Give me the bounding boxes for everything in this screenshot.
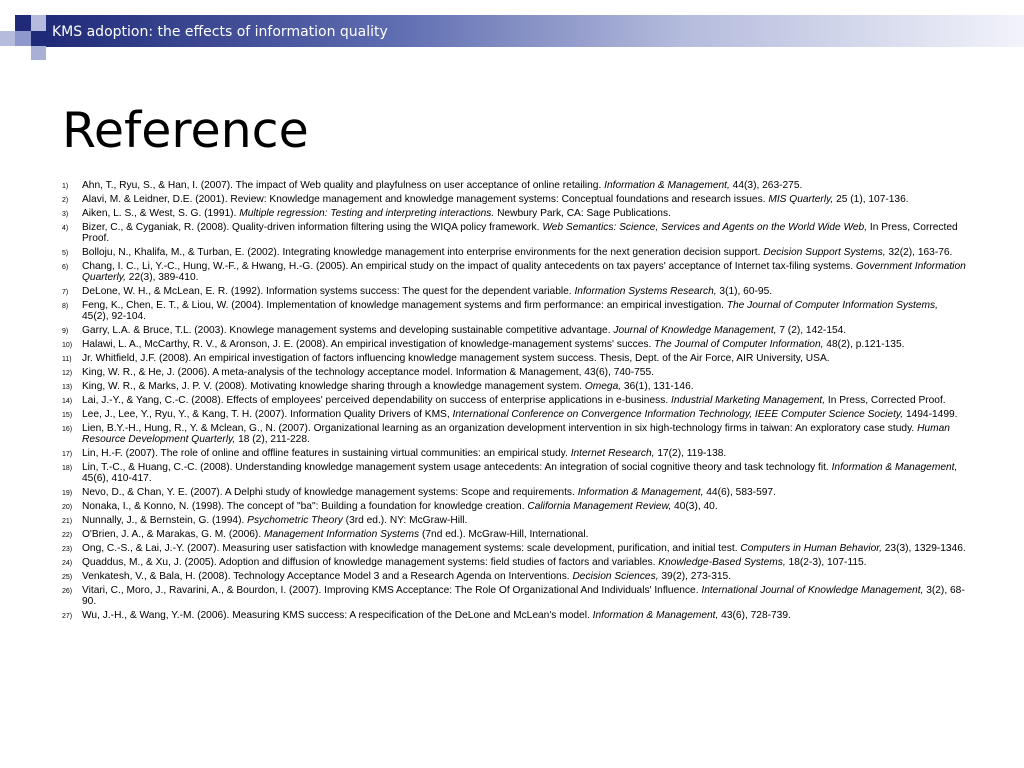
reference-details: In Press, Corrected Proof. [82,222,958,244]
reference-number: 2) [62,197,69,204]
reference-text: Venkatesh, V., & Bala, H. (2008). Technology Acceptance Model 3 and a Research Agenda on Interventions. [82,571,573,582]
reference-source: MIS Quarterly, [768,194,834,205]
reference-item [62,501,967,512]
reference-source: International Journal of Knowledge Management, [701,585,924,596]
reference-details: 18(2-3), 107-115. [785,557,867,568]
reference-item [62,180,967,191]
reference-details: 7 (2), 142-154. [776,325,847,336]
reference-item [62,261,967,283]
reference-text: Feng, K., Chen, E. T., & Liou, W. (2004). Implementation of knowledge management systems and firm performance: an empirical investigation. [82,300,727,311]
reference-source: Psychometric Theory [247,515,343,526]
reference-text: King, W. R., & Marks, J. P. V. (2008). Motivating knowledge sharing through a knowledge management system. [82,381,585,392]
reference-number: 22) [62,532,73,539]
reference-source: Computers in Human Behavior, [740,543,882,554]
reference-item [62,222,967,244]
reference-details: 39(2), 273-315. [658,571,732,582]
reference-number: 27) [62,613,73,620]
reference-details: 3(1), 60-95. [716,286,773,297]
reference-number: 11) [62,356,72,363]
decor-square-light [31,46,46,60]
decor-square-light [31,15,46,31]
reference-source: Web Semantics: Science, Services and Agents on the World Wide Web, [542,222,868,233]
reference-number: 24) [62,560,73,567]
reference-number: 12) [62,370,73,377]
reference-item [62,423,967,445]
reference-item [62,395,967,406]
reference-source: Information & Management, [592,610,719,621]
reference-number: 13) [62,384,73,391]
reference-item [62,325,967,336]
reference-item [62,487,967,498]
reference-text: Garry, L.A. & Bruce, T.L. (2003). Knowlege management systems and developing sustainable competitive advantage. [82,325,614,336]
reference-source: Knowledge-Based Systems, [658,557,786,568]
reference-source: California Management Review, [527,501,672,512]
reference-text: Alavi, M. & Leidner, D.E. (2001). Review: Knowledge management and knowledge management systems: Conceptual foundations and research issues. [82,194,769,205]
reference-item [62,339,967,350]
reference-item [62,585,967,607]
reference-number: 15) [62,412,73,419]
reference-text: Lai, J.-Y., & Yang, C.-C. (2008). Effects of employees' perceived dependability on success of enterprise applications in e-business. [82,395,671,406]
reference-details: 40(3), 40. [671,501,718,512]
header-title: KMS adoption: the effects of information quality [52,24,388,40]
reference-source: Decision Sciences, [572,571,659,582]
reference-text: DeLone, W. H., & McLean, E. R. (1992). Information systems success: The quest for the dependent variable. [82,286,575,297]
reference-details: In Press, Corrected Proof. [825,395,946,406]
reference-number: 10) [62,342,73,349]
reference-number: 14) [62,398,73,405]
reference-source: Omega, [584,381,622,392]
reference-item [62,448,967,459]
reference-details: 32(2), 163-76. [885,247,953,258]
reference-source: Information & Management, [831,462,958,473]
reference-details: Newbury Park, CA: Sage Publications. [494,208,671,219]
reference-number: 8) [62,303,69,310]
reference-source: Journal of Knowledge Management, [613,325,777,336]
reference-details: 1494-1499. [903,409,958,420]
reference-text: Bolloju, N., Khalifa, M., & Turban, E. (2002). Integrating knowledge management into enterprise environments for the next generation decision support. [82,247,764,258]
reference-item [62,194,967,205]
reference-text: Chang, I. C., Li, Y.-C., Hung, W.-F., & Hwang, H.-G. (2005). An empirical study on the impact of quality antecedents on tax payers' acceptance of Internet tax-filing systems. [82,261,856,272]
reference-text: Ahn, T., Ryu, S., & Han, I. (2007). The impact of Web quality and playfulness on user acceptance of online retailing. [82,180,605,191]
reference-number: 4) [62,225,69,232]
reference-details: (7nd ed.). McGraw-Hill, International. [419,529,589,540]
reference-number: 23) [62,546,73,553]
reference-text: Lee, J., Lee, Y., Ryu, Y., & Kang, T. H. (2007). Information Quality Drivers of KMS, [82,409,453,420]
reference-source: Management Information Systems [263,529,420,540]
reference-text: Bizer, C., & Cyganiak, R. (2008). Quality-driven information filtering using the WIQA policy framework. [82,222,543,233]
decor-square-dark [31,31,46,46]
reference-number: 25) [62,574,73,581]
reference-details: 45(2), 92-104. [82,311,146,322]
reference-details: 17(2), 119-138. [654,448,727,459]
reference-details: 22(3), 389-410. [125,272,199,283]
reference-number: 7) [62,289,69,296]
decor-square-light [15,31,31,46]
decor-square-light [0,31,15,46]
reference-number: 26) [62,588,73,595]
reference-item [62,529,967,540]
reference-number: 16) [62,426,73,433]
reference-text: Halawi, L. A., McCarthy, R. V., & Aronson, J. E. (2008). An empirical investigation of knowledge-management systems' succes. [82,339,655,350]
reference-source: Decision Support Systems, [763,247,886,258]
reference-text: Aiken, L. S., & West, S. G. (1991). [82,208,240,219]
reference-details: 45(6), 410-417. [82,473,152,484]
reference-source: Multiple regression: Testing and interpreting interactions. [239,208,495,219]
reference-source: Government Information Quarterly, [82,261,966,283]
reference-source: Information & Management, [604,180,730,191]
reference-source: Internet Research, [570,448,655,459]
slide-title: Reference [62,102,309,159]
reference-number: 5) [62,250,69,257]
reference-source: The Journal of Computer Information, [654,339,824,350]
reference-details: 3(2), 68-90. [82,585,965,607]
reference-text: Vitari, C., Moro, J., Ravarini, A., & Bourdon, I. (2007). Improving KMS Acceptance: The Role Of Organizational And Individuals' Influence. [82,585,702,596]
reference-source: Industrial Marketing Management, [671,395,826,406]
reference-list [62,180,967,624]
reference-item [62,610,967,621]
reference-number: 3) [62,211,69,218]
reference-item [62,208,967,219]
reference-details: 18 (2), 211-228. [235,434,310,445]
reference-text: O'Brien, J. A., & Marakas, G. M. (2006). [82,529,264,540]
reference-source: International Conference on Convergence Information Technology, IEEE Computer Science Society, [452,409,904,420]
decor-square-dark [15,15,31,31]
reference-item [62,543,967,554]
reference-details: 25 (1), 107-136. [833,194,909,205]
reference-details: 43(6), 728-739. [718,610,791,621]
reference-number: 19) [62,490,73,497]
reference-item [62,381,967,392]
reference-text: Nonaka, I., & Konno, N. (1998). The concept of "ba": Building a foundation for knowledge creation. [82,501,528,512]
reference-item [62,247,967,258]
reference-item [62,367,967,378]
reference-text: Ong, C.-S., & Lai, J.-Y. (2007). Measuring user satisfaction with knowledge management systems: scale development, purification, and initial test. [82,543,741,554]
reference-number: 17) [62,451,73,458]
reference-text: Jr. Whitfield, J.F. (2008). An empirical investigation of factors influencing knowledge management system success. Thesis, Dept. of the Air Force, AIR University, USA. [82,353,830,364]
reference-number: 9) [62,328,69,335]
reference-text: Wu, J.-H., & Wang, Y.-M. (2006). Measuring KMS success: A respecification of the DeLone and McLean's model. [82,610,593,621]
reference-text: Lien, B.Y.-H., Hung, R., Y. & Mclean, G., N. (2007). Organizational learning as an organization development intervention in six high-technology firms in taiwan: An exploratory case study. [82,423,918,434]
reference-text: Lin, T.-C., & Huang, C.-C. (2008). Understanding knowledge management system usage antecedents: An integration of social cognitive theory and task technology fit. [82,462,832,473]
reference-text: Nunnally, J., & Bernstein, G. (1994). [82,515,248,526]
reference-item [62,571,967,582]
reference-text: Quaddus, M., & Xu, J. (2005). Adoption and diffusion of knowledge management systems: field studies of factors and variables. [82,557,659,568]
reference-item [62,515,967,526]
reference-number: 1) [62,183,69,190]
reference-details: 36(1), 131-146. [621,381,694,392]
reference-item [62,286,967,297]
reference-item [62,409,967,420]
reference-item [62,462,967,484]
reference-text: King, W. R., & He, J. (2006). A meta-analysis of the technology acceptance model. Information & Management, 43(6), 740-755. [82,367,654,378]
reference-number: 21) [62,518,73,525]
reference-details: 44(3), 263-275. [729,180,803,191]
reference-number: 20) [62,504,73,511]
reference-details: 44(6), 583-597. [703,487,776,498]
reference-source: Information Systems Research, [574,286,717,297]
reference-details: 48(2), p.121-135. [823,339,905,350]
reference-item [62,557,967,568]
reference-text: Lin, H.-F. (2007). The role of online and offline features in sustaining virtual communities: an empirical study. [82,448,571,459]
reference-item [62,353,967,364]
reference-details: 23(3), 1329-1346. [881,543,966,554]
reference-item [62,300,967,322]
reference-source: Human Resource Development Quarterly, [82,423,950,445]
reference-number: 18) [62,465,73,472]
reference-details: (3rd ed.). NY: McGraw-Hill. [342,515,468,526]
reference-number: 6) [62,264,69,271]
reference-source: Information & Management, [577,487,704,498]
reference-source: The Journal of Computer Information Systems, [726,300,938,311]
reference-text: Nevo, D., & Chan, Y. E. (2007). A Delphi study of knowledge management systems: Scope and requirements. [82,487,578,498]
